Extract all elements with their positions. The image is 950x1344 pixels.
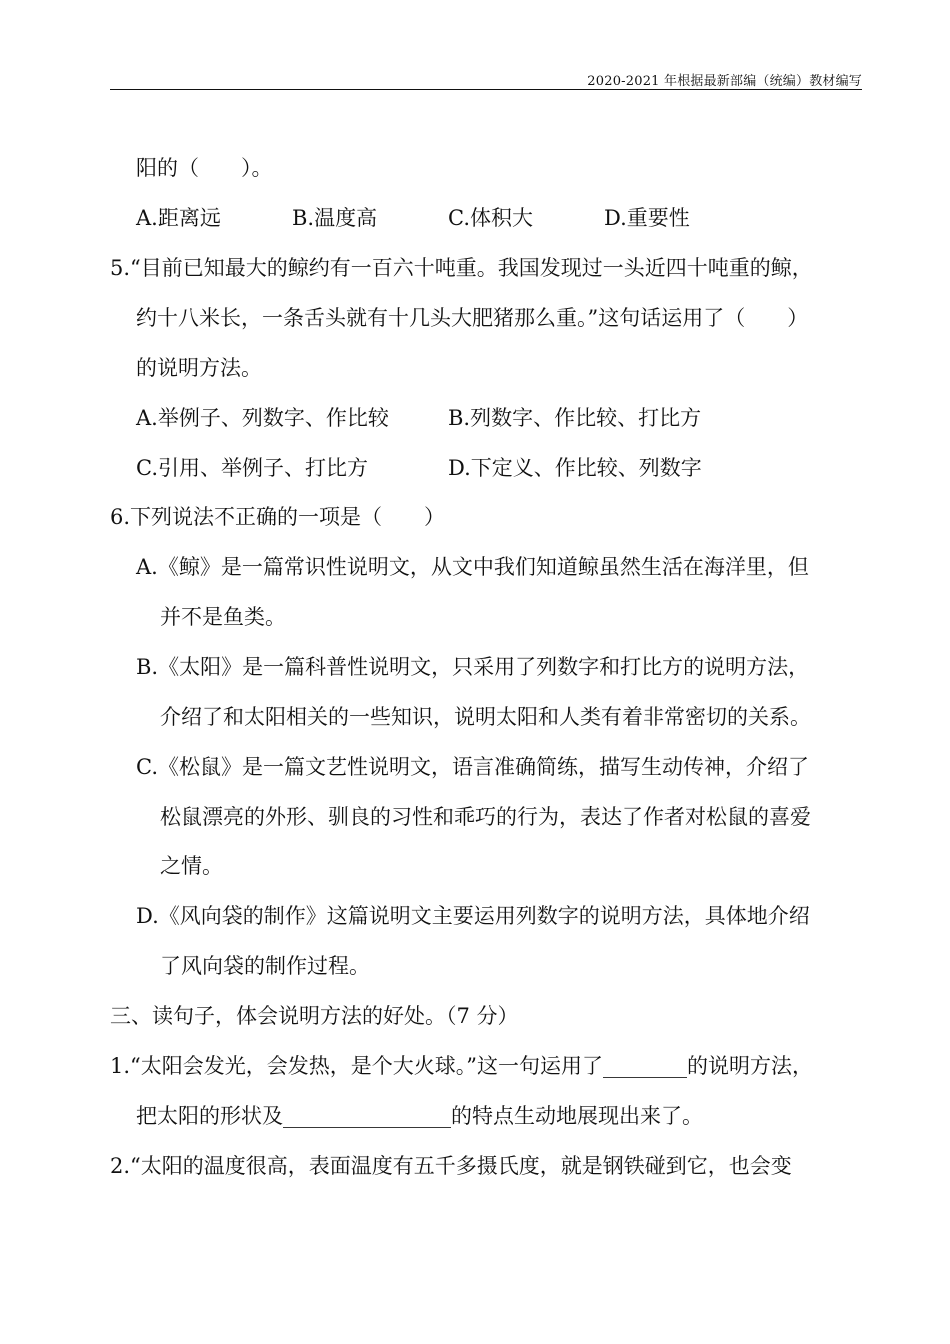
q5-stem-line3: 的说明方法。 (136, 356, 262, 380)
q4-option-b: B.温度高 (292, 206, 378, 230)
q5-stem-line2: 约十八米长，一条舌头就有十几头大肥猪那么重。”这句话运用了（ ） (136, 306, 809, 330)
q6-option-a-line2: 并不是鱼类。 (160, 605, 286, 629)
q6-option-b-line2: 介绍了和太阳相关的一些知识，说明太阳和人类有着非常密切的关系。 (160, 705, 811, 729)
page-header: 2020-2021 年根据最新部编（统编）教材编写 (587, 74, 862, 89)
q4-option-c: C.体积大 (448, 206, 533, 230)
q5-option-d: D.下定义、作比较、列数字 (448, 456, 702, 480)
q6-stem: 6.下列说法不正确的一项是（ ） (110, 505, 446, 529)
q4-options (136, 205, 836, 231)
q6-option-d-line1: D.《风向袋的制作》这篇说明文主要运用列数字的说明方法，具体地介绍 (136, 904, 810, 928)
s3-q2-line1: 2.“太阳的温度很高，表面温度有五千多摄氏度，就是钢铁碰到它，也会变 (110, 1154, 792, 1178)
q6-option-c-line2: 松鼠漂亮的外形、驯良的习性和乖巧的行为，表达了作者对松鼠的喜爱 (160, 805, 811, 829)
q4-option-a: A.距离远 (136, 206, 221, 230)
q5-option-c: C.引用、举例子、打比方 (136, 456, 368, 480)
q5-stem-line1: 5.“目前已知最大的鲸约有一百六十吨重。我国发现过一头近四十吨重的鲸， (110, 256, 813, 280)
q6-option-a-line1: A.《鲸》是一篇常识性说明文，从文中我们知道鲸虽然生活在海洋里，但 (136, 555, 809, 579)
q5-option-a: A.举例子、列数字、作比较 (136, 406, 389, 430)
q6-option-b-line1: B.《太阳》是一篇科普性说明文，只采用了列数字和打比方的说明方法， (136, 655, 810, 679)
q6-option-c-line1: C.《松鼠》是一篇文艺性说明文，语言准确简练，描写生动传神，介绍了 (136, 755, 809, 779)
s3-q1-line1: 1.“太阳会发光，会发热，是个大火球。”这一句运用了________的说明方法， (110, 1054, 814, 1078)
q4-stem-continued: 阳的（ ）。 (136, 156, 273, 180)
q6-option-c-line3: 之情。 (160, 854, 223, 878)
q5-option-b: B.列数字、作比较、打比方 (448, 406, 702, 430)
header-divider (110, 89, 862, 90)
q6-option-d-line2: 了风向袋的制作过程。 (160, 954, 370, 978)
section3-title: 三、读句子，体会说明方法的好处。（7 分） (110, 1004, 519, 1028)
q4-option-d: D.重要性 (604, 206, 690, 230)
s3-q1-line2: 把太阳的形状及________________的特点生动地展现出来了。 (136, 1104, 703, 1128)
